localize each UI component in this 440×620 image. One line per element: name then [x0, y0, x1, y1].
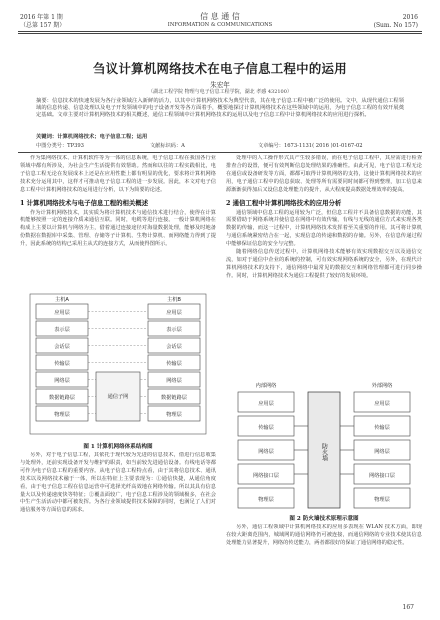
page-title: 刍议计算机网络技术在电子信息工程中的运用 — [93, 61, 347, 76]
fig1-host-b-layer-label: 表示层 — [166, 327, 182, 333]
figure-1-caption: 图 1 计算机网络体系结构图 — [83, 444, 153, 450]
fig2-inner-layer-label: 网络接口层 — [253, 473, 279, 479]
fig2-outer-layer-label: 网络层 — [374, 449, 390, 455]
right-paragraph-3: 随着网络信息传送过程中，计算机网络技术能够有效实现数据交互以及通信交流，如对于通信中企业的系统的控制，可有效实现网络系统的安全，另外，在现代计算机网络技术的支持下，通信网络中最常见的数据交互和网络管理都可进行同步操作。同时，计算机网络技术为通信工程提供了较好的发展环境。 — [226, 249, 422, 279]
left-paragraph-3: 另外，对于电子信息工程，其依托于现代较为先进的信息技术，借进行信息收集与处理外，还前实现设备开发与维护的职责，如当前较先进通信设备。有线电话等都可作为电子信息工程的重要内容。从电子信息工程特点看，由于其将信息技术、通讯技术以及网络技术融于一体，所以在特征上主要表现为：①通信快捷，从通信角度看，由于电子信息工程在信息运营中可选择光纤高效地在网络传输。所以其具有信息量大以及传递速度快等特征；②覆盖面较广，电子信息工程涉及的领域极多，在社会中生产生活活动中都可被发挥。为各行业领域提供技术保障的同时，也满足了人们对通信服务等方面信息的需求。 — [20, 452, 216, 514]
affiliation: （湖北工程学院 物理与电子信息工程学院，湖北 孝感 432100） — [148, 89, 292, 95]
header-journal-cn: 信 息 通 信 — [200, 12, 240, 21]
fig1-host-a-label: 主机A — [55, 297, 69, 303]
fig2-outer-layer-label: 应用层 — [374, 401, 390, 407]
fig2-outer-layer-label: 物理层 — [374, 497, 390, 503]
fig1-host-a-layer-label: 网络层 — [54, 378, 70, 384]
article-number: 文章编号：1673-1131( 2016 )01-0167-02 — [258, 143, 363, 149]
fig2-outer-layer-label: 传输层 — [374, 425, 390, 431]
fig2-inner-layer-label: 物理层 — [258, 497, 274, 503]
left-column-top — [20, 155, 216, 285]
fig1-host-b-layer-label: 网络层 — [166, 378, 182, 384]
fig1-host-b-layer-label: 传输层 — [166, 361, 182, 367]
fig2-inner-network-label: 内部网络 — [255, 383, 277, 389]
figure-1-network-architecture — [22, 290, 214, 440]
fig1-host-a-layer-label: 传输层 — [54, 361, 70, 367]
header-year: 2016 — [402, 14, 418, 21]
clc-number: 中图分类号：TP393 — [36, 143, 84, 149]
figure-2-caption: 图 2 防火墙技术原理示意图 — [289, 516, 359, 522]
right-paragraph-2: 通信领域中信息工程的运用较为广泛，但信息工程并不具备信息数据的功能，其需要借助于网络系统并使信息在网络中有效传输，有线与无线的通信方式来实现各类数据的传输，而这一过程中，计算机网络技术发挥着至关重要的作用。其可将计算机与通信系统紧密结合在一起，实现信息的传递和数据的存储。另外，在信息传递过程中能够保证信息的安全与完整。 — [226, 209, 422, 248]
fig1-host-b-layer-label: 应用层 — [166, 310, 182, 316]
fig2-firewall-label: 防火墙 — [320, 443, 328, 461]
left-paragraph-2: 作为计算机网络技术，其实质为将计算机技术与通信技术进行结合，使得在计算机能够按照一定的连接介质来通信互联。同时，电缆等进行连接。一般计算机网络在构成上主要以计算机与网络为主，借着通过连接途径对海量数据处理，能够及时地备份数据在数据库中采集、管理、存储等子计算机、生物计算机、而网络能力得到了提升，因此系统的结构已采用主从式的连接方式，从而使得图所示。 — [20, 209, 216, 248]
fig1-host-b-layer-label: 数据链路层 — [161, 395, 187, 401]
fig1-host-a-layer-label: 表示层 — [54, 327, 70, 333]
fig1-host-a-layer-label: 会话层 — [54, 344, 70, 350]
fig1-host-a-layer-label: 物理层 — [54, 412, 70, 418]
left-paragraph-1: 作为集网络技术、计算机软件等为一体的信息系统，电子信息工程在我国各行业领域中都有所涉及，为社会生产生活提供有效帮助。然而和以往的工程实践相比，电子信息工程无论在发展成本上还是在应用性能上都有明显的优化，要求将计算机网络技术充分运用其中，这样才可推动电子信息工程的进一步发展。因此，本文对电子信息工程中计算机网络技术的运用进行分析，以下为简要的论述。 — [20, 155, 216, 193]
fig1-host-b-layer-label: 物理层 — [166, 412, 182, 418]
header-issue: 2016 年第 1 期 — [20, 14, 63, 21]
right-column-bottom — [226, 524, 422, 600]
right-paragraph-4: 另外，通信工程领域中计算机网络技术的应用多表现在 WLAN 技术方面，即现在较大距离范围内，城域网的通信网络仍可被连接，而通信网络的专业技术使其信息处理能力显著提升，网络的传送能力，两者都很好的保证了通信网络的稳定性。 — [226, 524, 422, 546]
fig2-outer-layer-label: 网络接口层 — [369, 473, 395, 479]
fig2-outer-network-label: 外部网络 — [371, 383, 393, 389]
figure-2-firewall-diagram — [230, 378, 418, 512]
fig2-inner-layer-label: 应用层 — [258, 401, 274, 407]
header-issue-total: （总第 157 期） — [20, 22, 66, 29]
header-rule — [18, 31, 422, 32]
fig2-inner-layer-label: 网络层 — [258, 449, 274, 455]
keywords: 关键词：计算机网络技术；电子信息工程；运用 — [36, 134, 148, 140]
left-column-bottom — [20, 452, 216, 600]
fig1-host-b-label: 主机B — [167, 297, 181, 303]
fig1-host-b-layer-label: 会话层 — [166, 344, 182, 350]
page-number: 167 — [402, 604, 414, 611]
document-code: 文献标识码：A — [150, 143, 185, 149]
fig1-subnet-label: 通信子网 — [107, 394, 129, 400]
right-column-top — [226, 155, 422, 373]
right-paragraph-1: 处理中的人工操作形式具产生较多错误，而在电子信息工程中，其应需进行检查排查合的设置，便可有效判断信息处理结果的准确性。由此可见，电子信息工程无论在通信或设备研发等方面，都都可取得计算机网络的支持，这使计算机网络技术的应用，电子通信工程中的信息获取、处理等所有需要同时间都可得到整理，加工信息来源渐渐获得加后又设信息处理能力的提升，从大程度提高数据处理效率的提高。 — [226, 155, 422, 193]
section-2-heading: 2 通信工程中计算机网络技术的应用分析 — [226, 198, 342, 207]
fig1-host-a-layer-label: 应用层 — [54, 310, 70, 316]
fig2-inner-layer-label: 传输层 — [258, 425, 274, 431]
header-sum-no: (Sum. No 157) — [373, 22, 418, 29]
abstract-rule — [18, 152, 422, 153]
header-rule-2 — [18, 33, 422, 34]
fig1-host-a-layer-label: 数据链路层 — [49, 395, 75, 401]
section-1-heading: 1 计算机网络技术与电子信息工程的相关概述 — [20, 198, 149, 207]
header-journal-en: INFORMATION & COMMUNICATIONS — [167, 22, 273, 28]
abstract: 摘要：信息技术的快速发展为各行业领域注入新鲜的活力，以其中计算机网络技术为典型代表，其在电子信息工程中被广泛的使用。文中，从现代通信工程领域的信息传递、信息处理以及电子开发领域中的电子设备开发等各方面着手，概要地探讨计算机网络技术在这些领域中的运用，为电子信息工程的有效开展奠定基础。文章主要对计算机网络技术的相关概述，通信工程领域中计算机网络技术的运用以及电子信息工程中计算机网络技术的应用进行探析。 — [36, 98, 404, 119]
author: 朱宏年 — [210, 81, 230, 89]
